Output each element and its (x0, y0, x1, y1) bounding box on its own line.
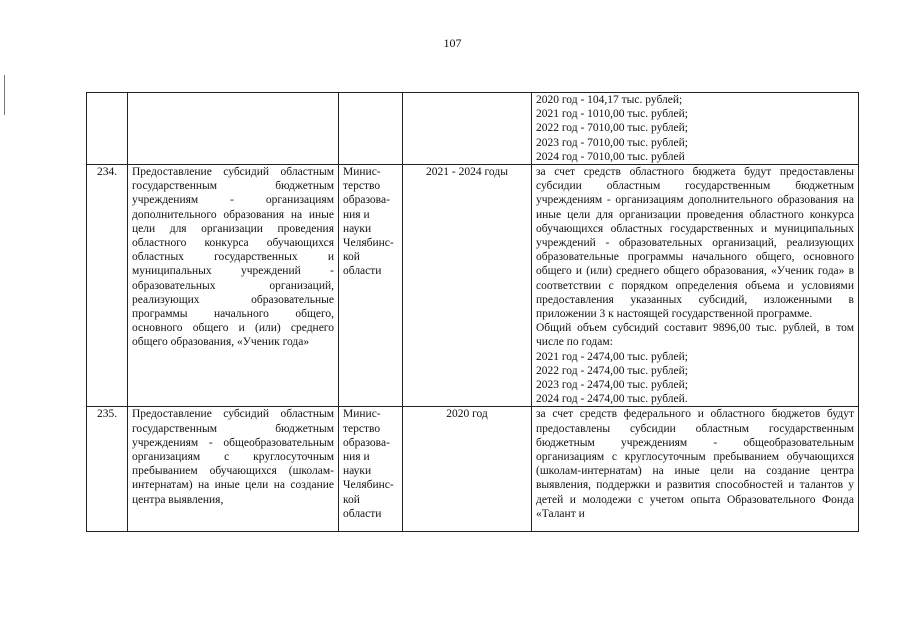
executor-line: Минис- (343, 408, 381, 421)
responsible-executor (339, 93, 403, 165)
row-number: 234. (87, 165, 128, 407)
funding-line: 2020 год - 104,17 тыс. рублей; (536, 94, 683, 106)
executor-line: науки (343, 465, 372, 478)
result-paragraph: за счет средств федерального и областного бюджетов будут предоставлены субсидии областным государственным бюджетным учреждениям - общеобразовательным организациям с круглосуточным пребыванием обучающихся (школам-интернатам) на иные цели на создание центра выявления, поддержки и развития способностей и талантов у детей и молодежи с учетом опыта Образовательного Фонда «Талант и (536, 408, 854, 520)
responsible-executor (339, 407, 403, 532)
program-table (86, 92, 859, 532)
executor-line: Челябинс- (343, 479, 394, 492)
page-number: 107 (443, 36, 462, 50)
margin-mark (4, 75, 5, 115)
table-row (87, 407, 859, 532)
implementation-period: 2021 - 2024 годы (403, 165, 532, 407)
funding-line: 2023 год - 7010,00 тыс. рублей; (536, 136, 688, 149)
funding-line: 2024 год - 7010,00 тыс. рублей (536, 150, 685, 163)
expected-result (532, 407, 859, 532)
funding-line: 2021 год - 1010,00 тыс. рублей; (536, 108, 688, 121)
funding-line: 2022 год - 2474,00 тыс. рублей; (536, 364, 688, 377)
measure-name: Предоставление субсидий областным государственным бюджетным учреждениям - организациям дополнительного образования на иные цели для организации проведения областного конкурса обучающихся областных государственных и муниципальных учреждений - образовательных организаций, реализующих образовательные программы начального общего, основного общего и (или) среднего общего образования, «Ученик года» (128, 165, 339, 407)
executor-line: ния и (343, 451, 370, 464)
table-row (87, 93, 859, 165)
funding-line: 2024 год - 2474,00 тыс. рублей. (536, 393, 688, 406)
result-paragraph: Общий объем субсидий составит 9896,00 тыс. рублей, в том числе по годам: (536, 322, 854, 349)
executor-line: образова- (343, 436, 390, 449)
executor-line: ния и (343, 208, 370, 221)
responsible-executor (339, 165, 403, 407)
executor-line: терство (343, 422, 381, 435)
executor-line: кой (343, 493, 360, 506)
executor-line: науки (343, 222, 372, 235)
executor-line: образова- (343, 194, 390, 207)
funding-line: 2021 год - 2474,00 тыс. рублей; (536, 350, 688, 363)
measure-name (128, 93, 339, 165)
executor-line: кой (343, 251, 360, 264)
row-number (87, 93, 128, 165)
row-number: 235. (87, 407, 128, 532)
executor-line: терство (343, 180, 381, 193)
table-row (87, 165, 859, 407)
result-paragraph: за счет средств областного бюджета будут предоставлены субсидии областным государственным бюджетным учреждениям - организациям дополнительного образования на иные цели для организации проведения областного конкурса обучающихся областных государственных и муниципальных учреждений - образовательных организаций, реализующих образовательные программы начального общего, основного общего и (или) среднего общего образования, «Ученик года» в соответствии с порядком определения объема и условиями предоставления указанных субсидий, изложенными в приложении 3 к настоящей государственной программе. (536, 166, 854, 321)
implementation-period: 2020 год (403, 407, 532, 532)
funding-line: 2022 год - 7010,00 тыс. рублей; (536, 122, 688, 135)
executor-line: Челябинс- (343, 237, 394, 250)
measure-name: Предоставление субсидий областным государственным бюджетным учреждениям - общеобразовательным организациям с круглосуточным пребыванием обучающихся (школам-интернатам) на иные цели на создание центра выявления, (128, 407, 339, 532)
funding-line: 2023 год - 2474,00 тыс. рублей; (536, 379, 688, 392)
executor-line: области (343, 507, 382, 520)
implementation-period (403, 93, 532, 165)
executor-line: Минис- (343, 166, 381, 179)
expected-result (532, 165, 859, 407)
expected-result (532, 93, 859, 165)
executor-line: области (343, 265, 382, 278)
